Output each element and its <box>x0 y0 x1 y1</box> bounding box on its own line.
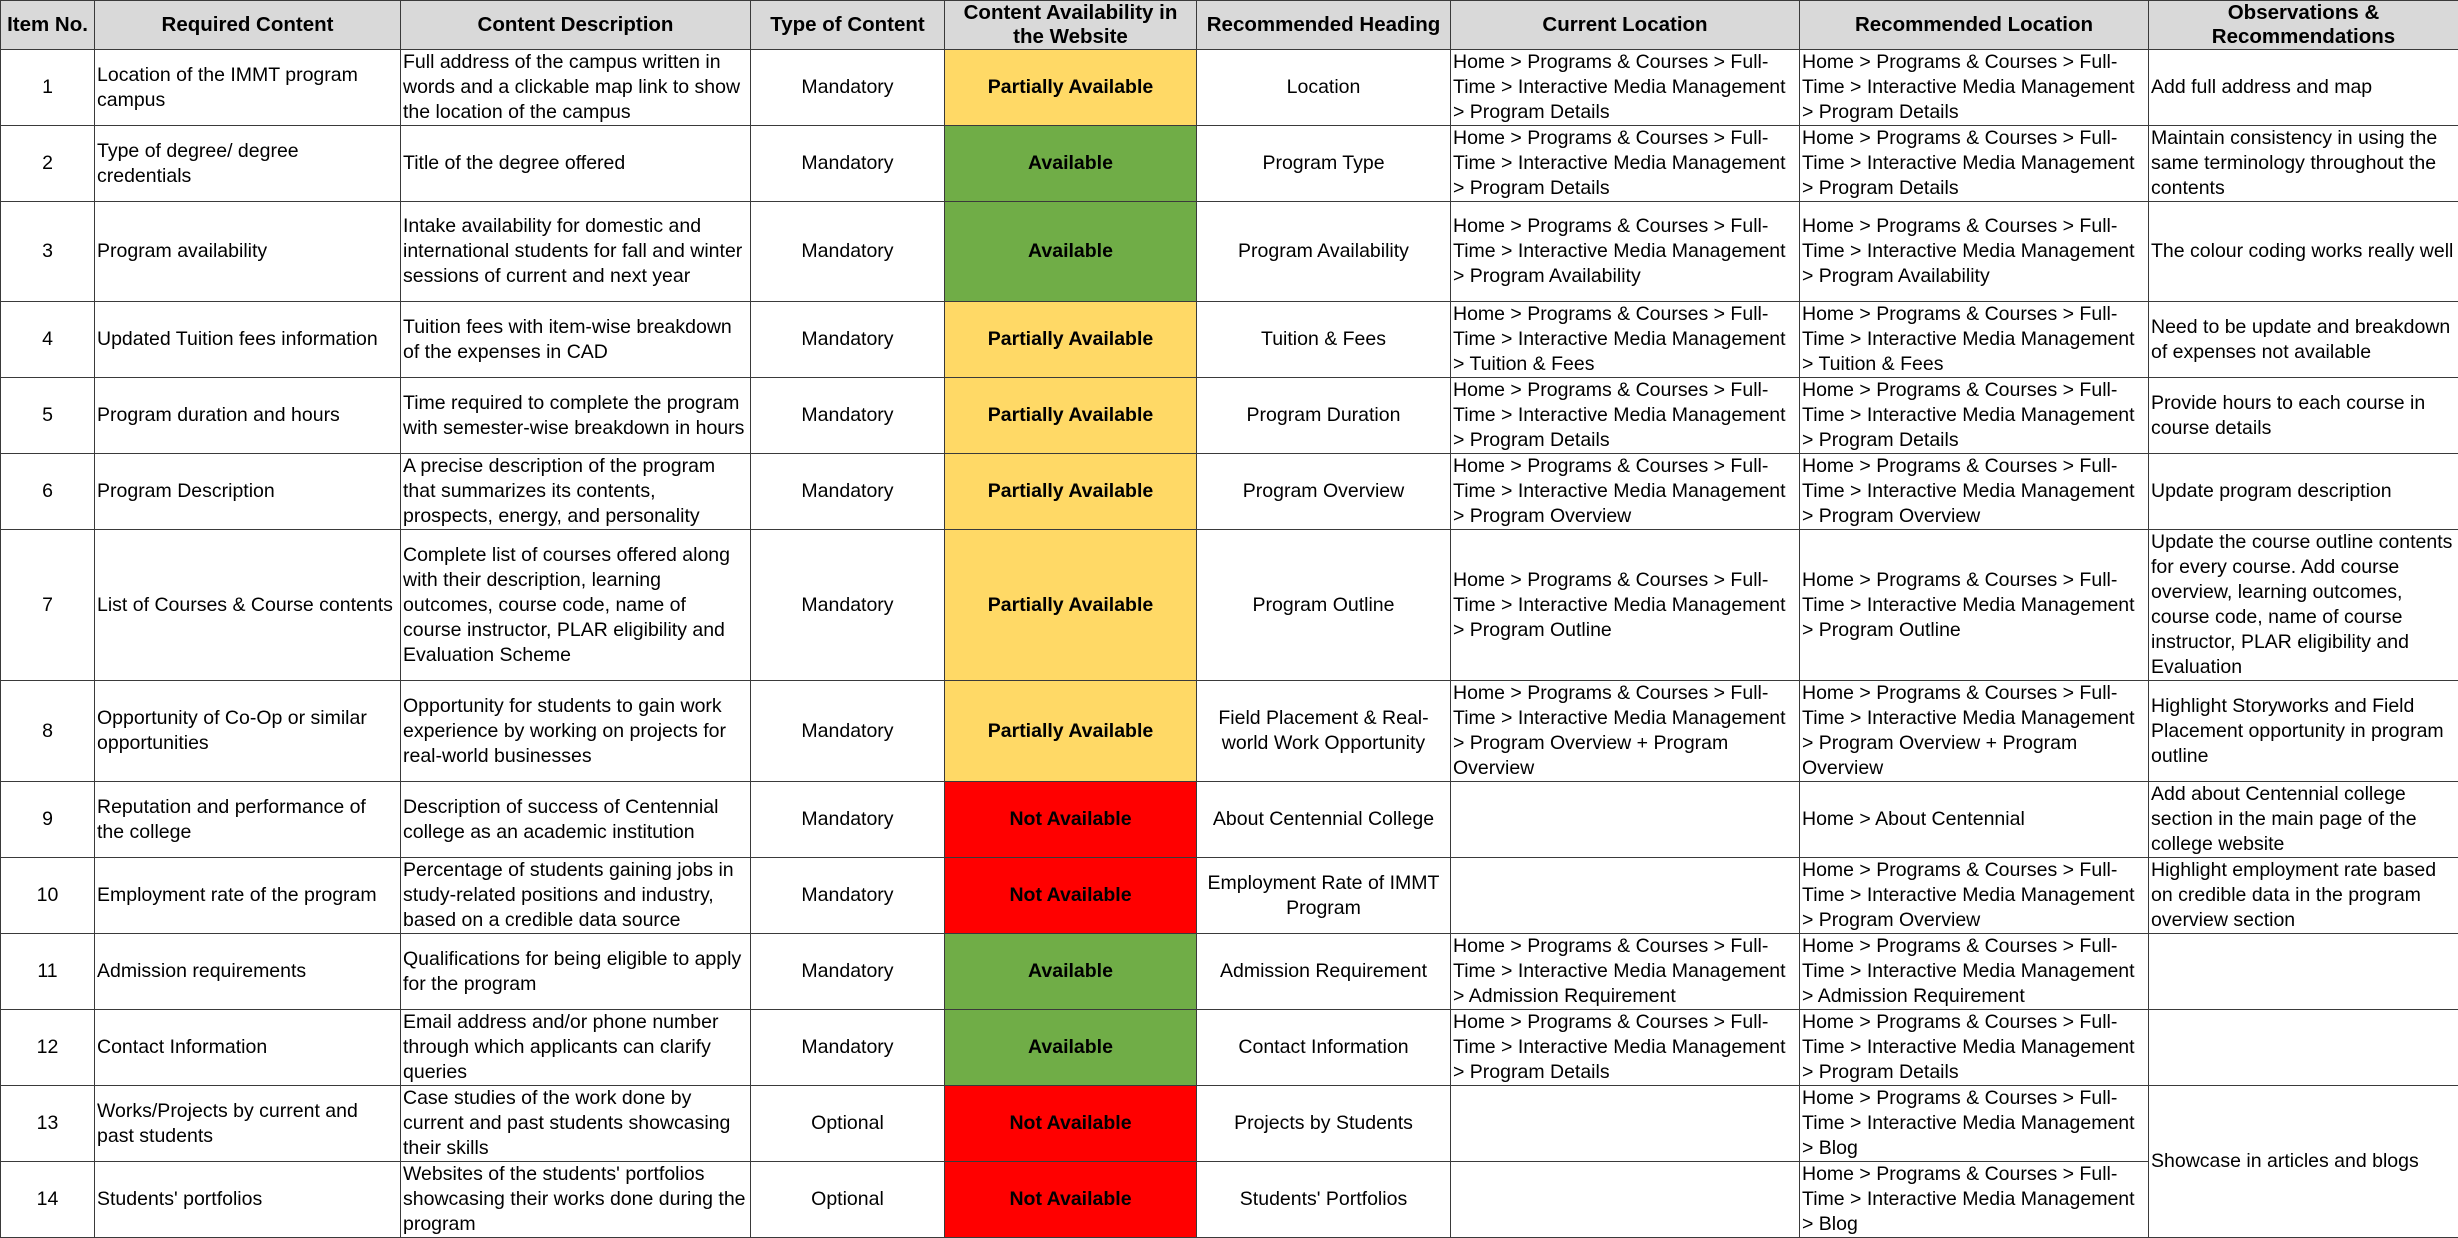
cell-availability-status[interactable]: Available <box>945 934 1197 1010</box>
cell-content-description[interactable]: Websites of the students' portfolios showcasing their works done during the program <box>401 1162 751 1238</box>
cell-availability-status[interactable]: Available <box>945 126 1197 202</box>
cell-content-description[interactable]: Opportunity for students to gain work experience by working on projects for real-world businesses <box>401 681 751 782</box>
cell-item-no[interactable]: 6 <box>1 454 95 530</box>
cell-type-of-content[interactable]: Mandatory <box>751 302 945 378</box>
table-row <box>1 1086 2458 1162</box>
cell-availability-status[interactable]: Partially Available <box>945 50 1197 126</box>
cell-item-no[interactable]: 14 <box>1 1162 95 1238</box>
cell-observations[interactable]: Add about Centennial college section in the main page of the college website <box>2149 782 2458 858</box>
cell-required-content[interactable]: Program availability <box>95 202 401 302</box>
cell-observations[interactable] <box>2149 1010 2458 1086</box>
cell-item-no[interactable]: 2 <box>1 126 95 202</box>
header-recommended-location[interactable]: Recommended Location <box>1800 1 2149 50</box>
cell-required-content[interactable]: Updated Tuition fees information <box>95 302 401 378</box>
cell-recommended-heading[interactable]: Students' Portfolios <box>1197 1162 1451 1238</box>
cell-recommended-location[interactable]: Home > Programs & Courses > Full-Time > Interactive Media Management > Admission Requirement <box>1800 934 2149 1010</box>
cell-availability-status[interactable]: Partially Available <box>945 530 1197 681</box>
cell-availability-status[interactable]: Not Available <box>945 858 1197 934</box>
cell-type-of-content[interactable]: Mandatory <box>751 858 945 934</box>
cell-availability-status[interactable]: Not Available <box>945 782 1197 858</box>
cell-recommended-location[interactable]: Home > About Centennial <box>1800 782 2149 858</box>
cell-item-no[interactable]: 5 <box>1 378 95 454</box>
table-row <box>1 454 2458 530</box>
cell-observations[interactable]: The colour coding works really well <box>2149 202 2458 302</box>
cell-current-location[interactable]: Home > Programs & Courses > Full-Time > Interactive Media Management > Program Details <box>1451 378 1800 454</box>
table-row <box>1 681 2458 782</box>
cell-recommended-location[interactable]: Home > Programs & Courses > Full-Time > Interactive Media Management > Blog <box>1800 1162 2149 1238</box>
cell-recommended-location[interactable]: Home > Programs & Courses > Full-Time > Interactive Media Management > Program Details <box>1800 50 2149 126</box>
cell-recommended-heading[interactable]: About Centennial College <box>1197 782 1451 858</box>
cell-item-no[interactable]: 7 <box>1 530 95 681</box>
cell-type-of-content[interactable]: Mandatory <box>751 202 945 302</box>
cell-current-location[interactable]: Home > Programs & Courses > Full-Time > Interactive Media Management > Program Overview + Program Overview <box>1451 681 1800 782</box>
cell-required-content[interactable]: Location of the IMMT program campus <box>95 50 401 126</box>
cell-observations[interactable]: Highlight Storyworks and Field Placement opportunity in program outline <box>2149 681 2458 782</box>
cell-required-content[interactable]: List of Courses & Course contents <box>95 530 401 681</box>
table-row <box>1 302 2458 378</box>
cell-availability-status[interactable]: Partially Available <box>945 378 1197 454</box>
header-item-no[interactable]: Item No. <box>1 1 95 50</box>
cell-current-location[interactable]: Home > Programs & Courses > Full-Time > Interactive Media Management > Program Outline <box>1451 530 1800 681</box>
cell-observations[interactable] <box>2149 934 2458 1010</box>
table-row <box>1 782 2458 858</box>
cell-recommended-location[interactable]: Home > Programs & Courses > Full-Time > Interactive Media Management > Program Overview <box>1800 454 2149 530</box>
table-row <box>1 378 2458 454</box>
cell-item-no[interactable]: 12 <box>1 1010 95 1086</box>
cell-item-no[interactable]: 3 <box>1 202 95 302</box>
cell-item-no[interactable]: 13 <box>1 1086 95 1162</box>
cell-current-location[interactable]: Home > Programs & Courses > Full-Time > Interactive Media Management > Admission Requirement <box>1451 934 1800 1010</box>
cell-type-of-content[interactable]: Mandatory <box>751 50 945 126</box>
cell-required-content[interactable]: Type of degree/ degree credentials <box>95 126 401 202</box>
cell-availability-status[interactable]: Not Available <box>945 1086 1197 1162</box>
cell-type-of-content[interactable]: Mandatory <box>751 126 945 202</box>
cell-observations[interactable]: Update the course outline contents for every course. Add course overview, learning outcomes, course code, name of course instructor, PLAR eligibility and Evaluation <box>2149 530 2458 681</box>
cell-current-location[interactable]: Home > Programs & Courses > Full-Time > Interactive Media Management > Program Details <box>1451 1010 1800 1086</box>
header-current-location[interactable]: Current Location <box>1451 1 1800 50</box>
table-row <box>1 1010 2458 1086</box>
cell-content-description[interactable]: Case studies of the work done by current and past students showcasing their skills <box>401 1086 751 1162</box>
cell-required-content[interactable]: Contact Information <box>95 1010 401 1086</box>
table-row <box>1 126 2458 202</box>
cell-type-of-content[interactable]: Mandatory <box>751 378 945 454</box>
cell-content-description[interactable]: Time required to complete the program with semester-wise breakdown in hours <box>401 378 751 454</box>
cell-recommended-heading[interactable]: Program Overview <box>1197 454 1451 530</box>
header-observations[interactable]: Observations & Recommendations <box>2149 1 2458 50</box>
cell-recommended-heading[interactable]: Tuition & Fees <box>1197 302 1451 378</box>
cell-item-no[interactable]: 4 <box>1 302 95 378</box>
cell-current-location[interactable]: Home > Programs & Courses > Full-Time > Interactive Media Management > Program Details <box>1451 50 1800 126</box>
cell-recommended-location[interactable]: Home > Programs & Courses > Full-Time > Interactive Media Management > Tuition & Fees <box>1800 302 2149 378</box>
cell-observations[interactable]: Maintain consistency in using the same terminology throughout the contents <box>2149 126 2458 202</box>
table-row <box>1 50 2458 126</box>
cell-content-description[interactable]: Email address and/or phone number through which applicants can clarify queries <box>401 1010 751 1086</box>
cell-recommended-heading[interactable]: Location <box>1197 50 1451 126</box>
cell-current-location[interactable]: Home > Programs & Courses > Full-Time > Interactive Media Management > Program Details <box>1451 126 1800 202</box>
cell-observations[interactable]: Need to be update and breakdown of expenses not available <box>2149 302 2458 378</box>
cell-observations[interactable]: Provide hours to each course in course details <box>2149 378 2458 454</box>
cell-type-of-content[interactable]: Mandatory <box>751 454 945 530</box>
cell-availability-status[interactable]: Available <box>945 1010 1197 1086</box>
table-row <box>1 934 2458 1010</box>
header-required-content[interactable]: Required Content <box>95 1 401 50</box>
cell-recommended-location[interactable]: Home > Programs & Courses > Full-Time > Interactive Media Management > Program Details <box>1800 1010 2149 1086</box>
cell-content-description[interactable]: Qualifications for being eligible to apply for the program <box>401 934 751 1010</box>
cell-content-description[interactable]: Full address of the campus written in words and a clickable map link to show the location of the campus <box>401 50 751 126</box>
cell-recommended-location[interactable]: Home > Programs & Courses > Full-Time > Interactive Media Management > Program Overview + Program Overview <box>1800 681 2149 782</box>
cell-required-content[interactable]: Program duration and hours <box>95 378 401 454</box>
cell-content-description[interactable]: A precise description of the program that summarizes its contents, prospects, energy, and personality <box>401 454 751 530</box>
cell-observations[interactable]: Update program description <box>2149 454 2458 530</box>
cell-recommended-heading[interactable]: Program Availability <box>1197 202 1451 302</box>
table-row <box>1 202 2458 302</box>
cell-type-of-content[interactable]: Mandatory <box>751 934 945 1010</box>
cell-required-content[interactable]: Opportunity of Co-Op or similar opportunities <box>95 681 401 782</box>
table-row <box>1 530 2458 681</box>
cell-required-content[interactable]: Works/Projects by current and past students <box>95 1086 401 1162</box>
cell-availability-status[interactable]: Not Available <box>945 1162 1197 1238</box>
cell-content-description[interactable]: Percentage of students gaining jobs in study-related positions and industry, based on a credible data source <box>401 858 751 934</box>
cell-recommended-location[interactable]: Home > Programs & Courses > Full-Time > Interactive Media Management > Program Availability <box>1800 202 2149 302</box>
cell-item-no[interactable]: 9 <box>1 782 95 858</box>
cell-recommended-heading[interactable]: Employment Rate of IMMT Program <box>1197 858 1451 934</box>
cell-type-of-content[interactable]: Optional <box>751 1162 945 1238</box>
cell-current-location[interactable] <box>1451 1162 1800 1238</box>
cell-availability-status[interactable]: Partially Available <box>945 681 1197 782</box>
cell-required-content[interactable]: Reputation and performance of the college <box>95 782 401 858</box>
cell-item-no[interactable]: 1 <box>1 50 95 126</box>
cell-item-no[interactable]: 10 <box>1 858 95 934</box>
cell-type-of-content[interactable]: Mandatory <box>751 530 945 681</box>
cell-current-location[interactable]: Home > Programs & Courses > Full-Time > Interactive Media Management > Program Availability <box>1451 202 1800 302</box>
header-content-availability[interactable]: Content Availability in the Website <box>945 1 1197 50</box>
cell-recommended-location[interactable]: Home > Programs & Courses > Full-Time > Interactive Media Management > Blog <box>1800 1086 2149 1162</box>
cell-content-description[interactable]: Tuition fees with item-wise breakdown of the expenses in CAD <box>401 302 751 378</box>
cell-current-location[interactable]: Home > Programs & Courses > Full-Time > Interactive Media Management > Program Overview <box>1451 454 1800 530</box>
table-row <box>1 858 2458 934</box>
cell-type-of-content[interactable]: Mandatory <box>751 1010 945 1086</box>
cell-current-location[interactable] <box>1451 782 1800 858</box>
table-row <box>1 1162 2458 1238</box>
header-content-description[interactable]: Content Description <box>401 1 751 50</box>
cell-type-of-content[interactable]: Optional <box>751 1086 945 1162</box>
cell-required-content[interactable]: Employment rate of the program <box>95 858 401 934</box>
cell-required-content[interactable]: Program Description <box>95 454 401 530</box>
header-row <box>1 1 2458 50</box>
cell-current-location[interactable]: Home > Programs & Courses > Full-Time > Interactive Media Management > Tuition & Fees <box>1451 302 1800 378</box>
cell-required-content[interactable]: Students' portfolios <box>95 1162 401 1238</box>
cell-recommended-location[interactable]: Home > Programs & Courses > Full-Time > Interactive Media Management > Program Details <box>1800 378 2149 454</box>
cell-recommended-heading[interactable]: Field Placement & Real-world Work Opportunity <box>1197 681 1451 782</box>
cell-current-location[interactable] <box>1451 858 1800 934</box>
cell-item-no[interactable]: 8 <box>1 681 95 782</box>
cell-recommended-location[interactable]: Home > Programs & Courses > Full-Time > Interactive Media Management > Program Outline <box>1800 530 2149 681</box>
cell-content-description[interactable]: Intake availability for domestic and international students for fall and winter sessions of current and next year <box>401 202 751 302</box>
cell-content-description[interactable]: Complete list of courses offered along with their description, learning outcomes, course code, name of course instructor, PLAR eligibility and Evaluation Scheme <box>401 530 751 681</box>
cell-recommended-heading[interactable]: Contact Information <box>1197 1010 1451 1086</box>
cell-observations[interactable]: Add full address and map <box>2149 50 2458 126</box>
cell-availability-status[interactable]: Partially Available <box>945 302 1197 378</box>
cell-recommended-location[interactable]: Home > Programs & Courses > Full-Time > Interactive Media Management > Program Details <box>1800 126 2149 202</box>
cell-content-description[interactable]: Title of the degree offered <box>401 126 751 202</box>
header-type-of-content[interactable]: Type of Content <box>751 1 945 50</box>
cell-recommended-heading[interactable]: Admission Requirement <box>1197 934 1451 1010</box>
cell-availability-status[interactable]: Partially Available <box>945 454 1197 530</box>
cell-required-content[interactable]: Admission requirements <box>95 934 401 1010</box>
cell-type-of-content[interactable]: Mandatory <box>751 681 945 782</box>
cell-type-of-content[interactable]: Mandatory <box>751 782 945 858</box>
cell-recommended-location[interactable]: Home > Programs & Courses > Full-Time > Interactive Media Management > Program Overview <box>1800 858 2149 934</box>
cell-observations[interactable]: Showcase in articles and blogs <box>2149 1086 2458 1238</box>
header-recommended-heading[interactable]: Recommended Heading <box>1197 1 1451 50</box>
cell-availability-status[interactable]: Available <box>945 202 1197 302</box>
cell-observations[interactable]: Highlight employment rate based on credible data in the program overview section <box>2149 858 2458 934</box>
cell-item-no[interactable]: 11 <box>1 934 95 1010</box>
cell-content-description[interactable]: Description of success of Centennial college as an academic institution <box>401 782 751 858</box>
cell-recommended-heading[interactable]: Program Duration <box>1197 378 1451 454</box>
cell-current-location[interactable] <box>1451 1086 1800 1162</box>
cell-recommended-heading[interactable]: Program Type <box>1197 126 1451 202</box>
cell-recommended-heading[interactable]: Projects by Students <box>1197 1086 1451 1162</box>
cell-recommended-heading[interactable]: Program Outline <box>1197 530 1451 681</box>
table-body <box>1 50 2458 1238</box>
